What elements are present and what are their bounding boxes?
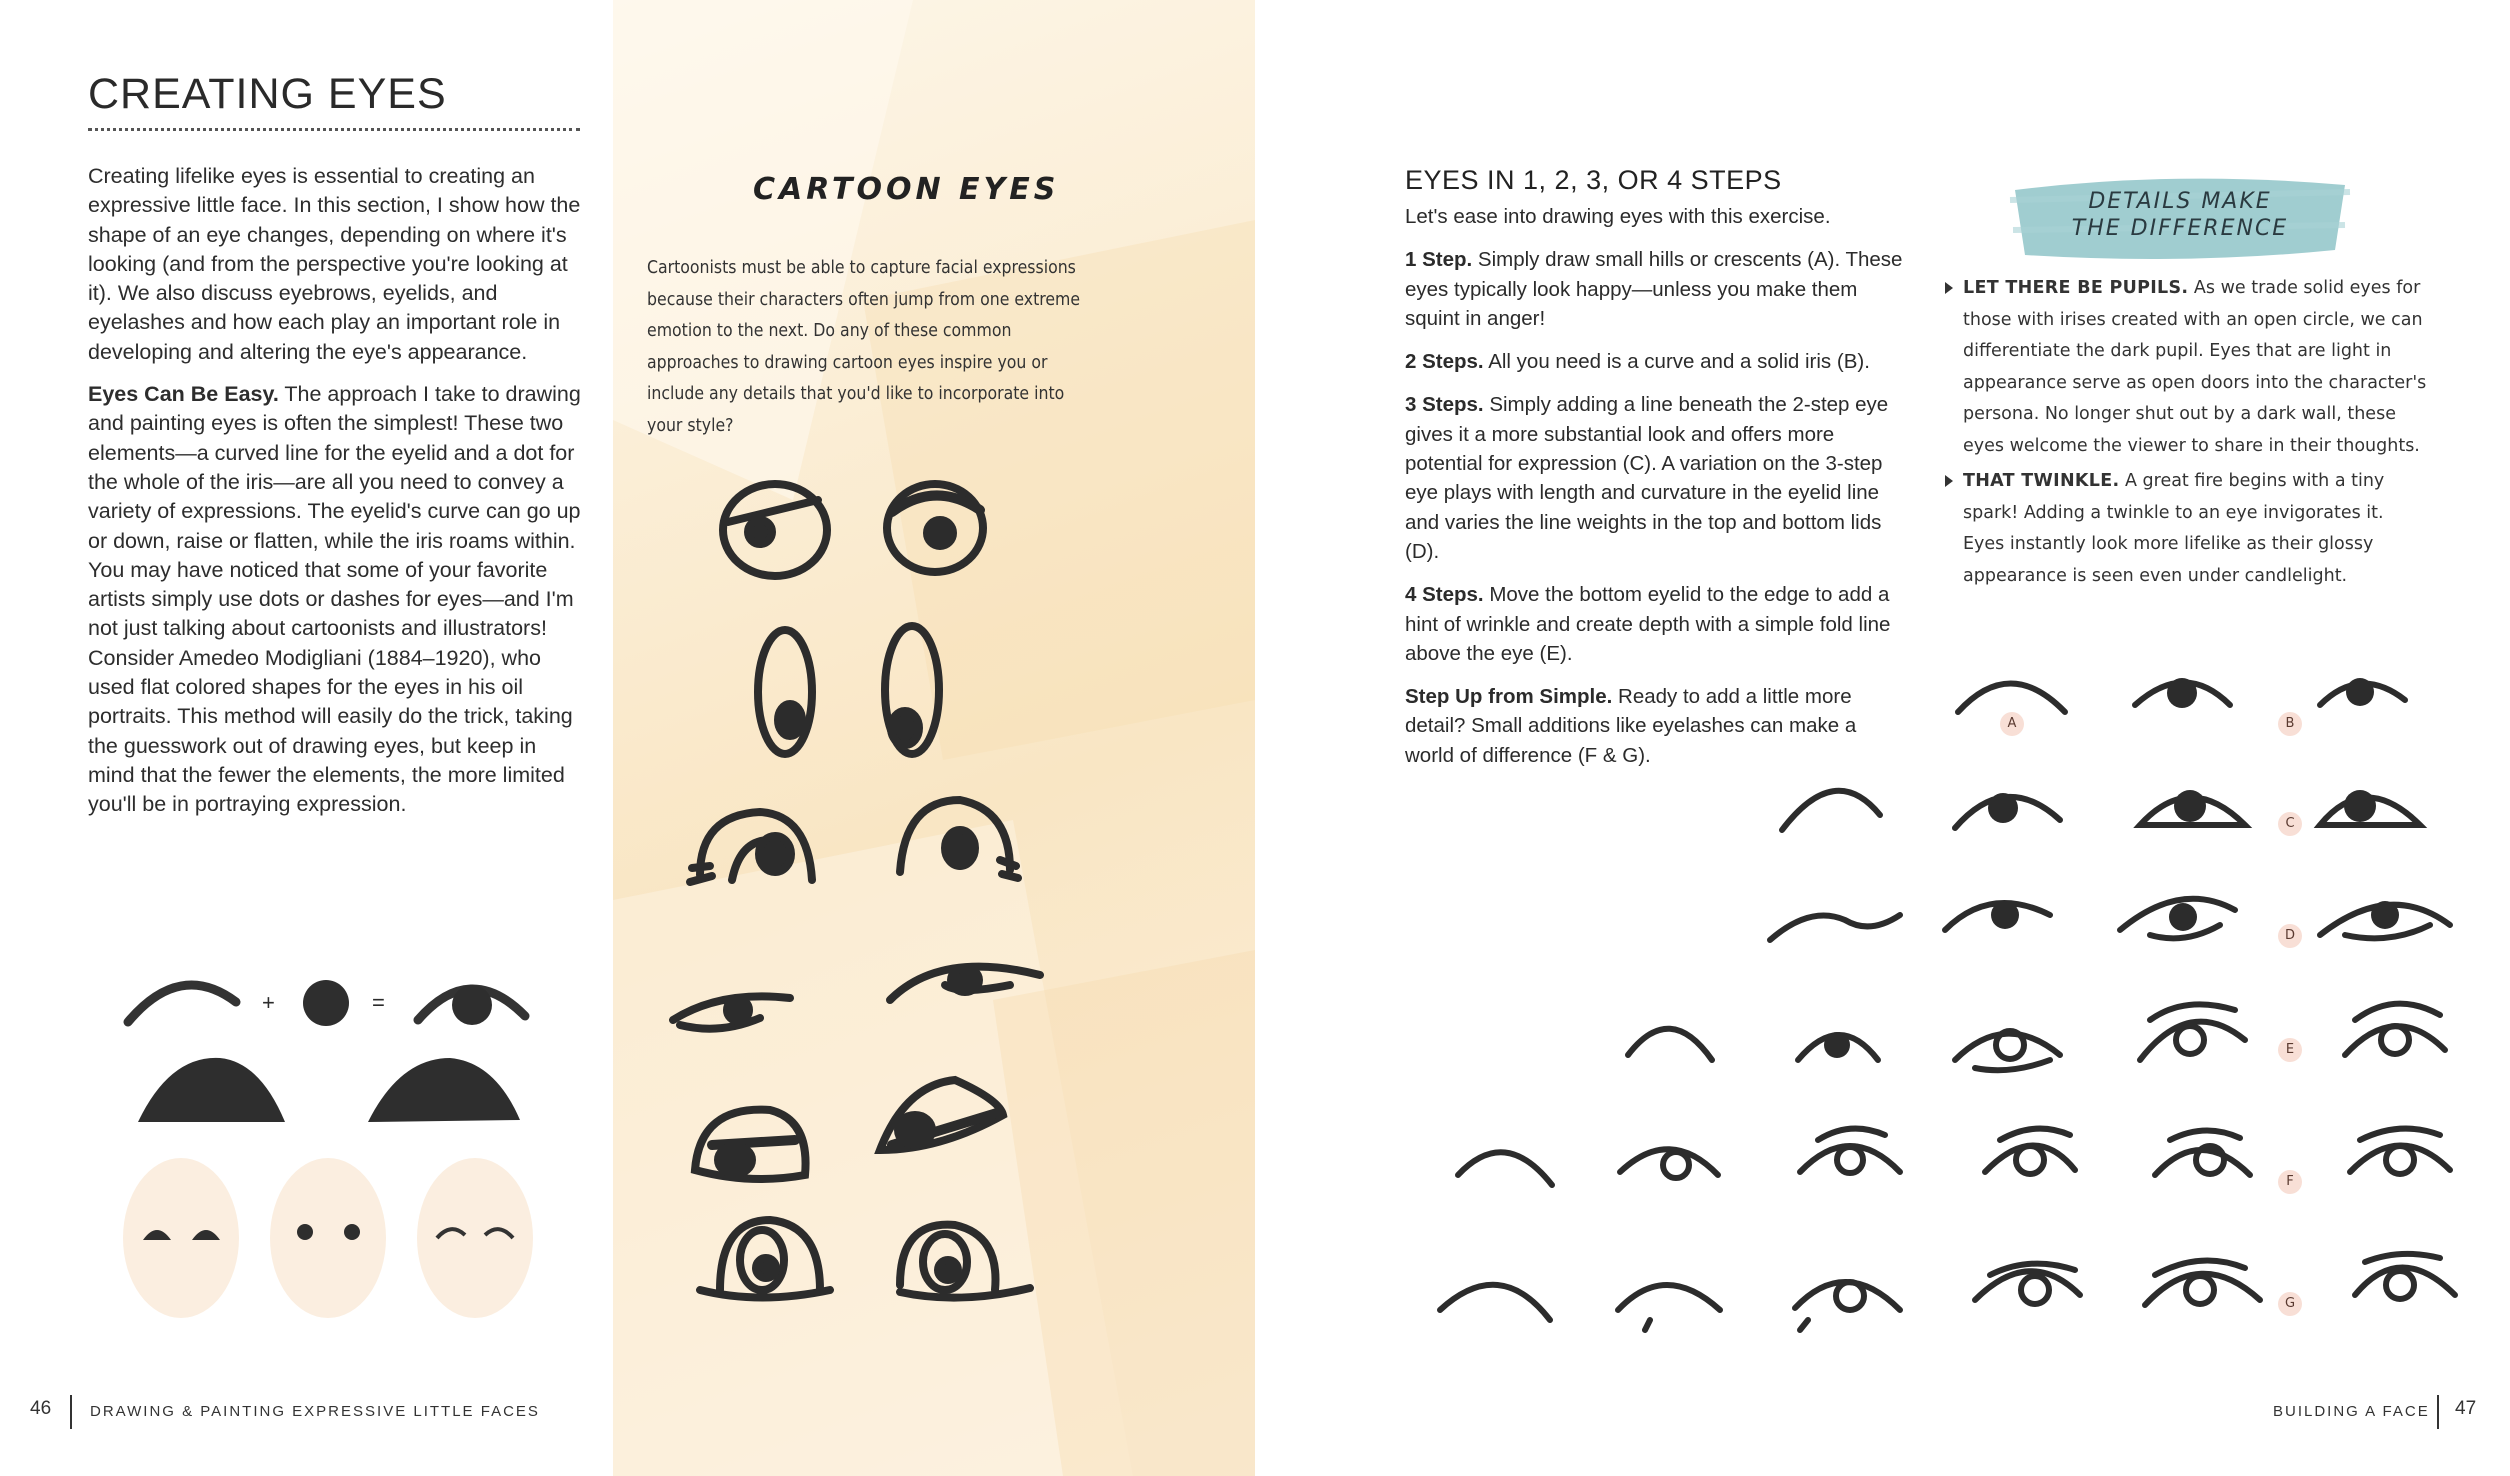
face-oval-1 bbox=[123, 1158, 239, 1318]
half-moon-left-icon bbox=[138, 1058, 285, 1122]
page-title: CREATING EYES bbox=[88, 70, 447, 118]
row-label-c: C bbox=[2278, 812, 2302, 836]
row-label-g: G bbox=[2278, 1292, 2302, 1316]
cartoon-body: Cartoonists must be able to capture facial expressions because their characters often jump from one extreme emotion to the next. Do any of these common approaches to drawing cartoon eyes inspire you or include any details that you'd like to incorporate into your style? bbox=[647, 258, 1081, 436]
running-title-left: DRAWING & PAINTING EXPRESSIVE LITTLE FACES bbox=[90, 1403, 540, 1420]
running-title-right: BUILDING A FACE bbox=[2273, 1403, 2430, 1420]
footer-divider-right bbox=[2437, 1395, 2439, 1429]
details-list bbox=[1945, 273, 2430, 596]
cartoon-eyes-panel bbox=[613, 0, 1255, 1476]
step-up bbox=[1405, 682, 1905, 770]
footer-divider-left bbox=[70, 1395, 72, 1429]
details-title bbox=[2050, 188, 2310, 242]
bullet-body: As we trade solid eyes for those with irises created with an open circle, we can differentiate the dark pupil. Eyes that are light in appearance serve as open doors into the character's persona. No longer shut out by a dark wall, these eyes welcome the viewer to share in their thoughts. bbox=[1963, 278, 2427, 456]
row-label-a: A bbox=[2000, 712, 2024, 736]
step-2 bbox=[1405, 347, 1905, 376]
bullet-body: A great fire begins with a tiny spark! Adding a twinkle to an eye invigorates it. Eyes instantly look more lifelike as their glossy appearance is seen even under candlelight. bbox=[1963, 471, 2385, 586]
details-title-line2: THE DIFFERENCE bbox=[2071, 216, 2289, 241]
steps-body bbox=[1405, 202, 1905, 784]
cartoon-heading: CARTOON EYES bbox=[753, 172, 1060, 207]
details-bullet bbox=[1945, 273, 2430, 462]
bullet-lead: LET THERE BE PUPILS. bbox=[1963, 278, 2189, 298]
face-oval-2 bbox=[270, 1158, 386, 1318]
step-up-lead: Step Up from Simple. bbox=[1405, 685, 1613, 709]
easy-lead: Eyes Can Be Easy. bbox=[88, 382, 279, 407]
step-4-body: Move the bottom eyelid to the edge to add a hint of wrinkle and create depth with a simple fold line above the eye (E). bbox=[1405, 583, 1891, 665]
step-up-body: Ready to add a little more detail? Small additions like eyelashes can make a world of difference (F & G). bbox=[1405, 685, 1857, 767]
equals-sign: = bbox=[372, 990, 385, 1015]
row-label-e: E bbox=[2278, 1038, 2302, 1062]
steps-intro: Let's ease into drawing eyes with this exercise. bbox=[1405, 205, 1831, 228]
row-label-d: D bbox=[2278, 924, 2302, 948]
step-2-lead: 2 Steps. bbox=[1405, 350, 1484, 374]
details-title-line1: DETAILS MAKE bbox=[2088, 189, 2272, 214]
dot-eye-icon bbox=[344, 1224, 360, 1240]
step-2-body: All you need is a curve and a solid iris (B). bbox=[1483, 350, 1870, 374]
row-label-b: B bbox=[2278, 712, 2302, 736]
step-4-lead: 4 Steps. bbox=[1405, 583, 1484, 607]
step-1 bbox=[1405, 245, 1905, 333]
step-4 bbox=[1405, 580, 1905, 668]
page-number-left: 46 bbox=[30, 1398, 52, 1419]
details-bullet bbox=[1945, 466, 2430, 592]
simple-eye-illustrations bbox=[0, 0, 613, 1476]
plus-sign: + bbox=[262, 990, 275, 1015]
eyelid-curve-icon bbox=[128, 985, 236, 1022]
bullet-lead: THAT TWINKLE. bbox=[1963, 471, 2120, 491]
step-3 bbox=[1405, 390, 1905, 566]
step-3-lead: 3 Steps. bbox=[1405, 393, 1484, 417]
easy-body: The approach I take to drawing and painting eyes is often the simplest! These two elements—a curved line for the eyelid and a dot for the whole of the iris—are all you need to convey a variety of expressions. The eyelid's curve can go up or down, raise or flatten, while the iris roams within. You may have noticed that some of your favorite artists simply use dots or dashes for eyes—and I'm not just talking about cartoonists and illustrators! Consider Amedeo Modigliani (1884–1920), who used flat colored shapes for the eyes in his oil portraits. This method will easily do the trick, taking the guesswork out of drawing eyes, but keep in mind that the fewer the elements, the more limited you'll be in portraying expression. bbox=[88, 382, 581, 817]
combined-eye-iris-icon bbox=[452, 985, 492, 1025]
intro-paragraph: Creating lifelike eyes is essential to creating an expressive little face. In this section, I show how the shape of an eye changes, depending on where it's looking (and from the perspective you're looking at it). We also discuss eyebrows, eyelids, and eyelashes and how each play an important role in developing and altering the eye's appearance. bbox=[88, 164, 581, 364]
dot-eye-icon bbox=[297, 1224, 313, 1240]
step-1-body: Simply draw small hills or crescents (A). These eyes typically look happy—unless you make them squint in anger! bbox=[1405, 248, 1903, 330]
step-3-body: Simply adding a line beneath the 2-step eye gives it a more substantial look and offers more potential for expression (C). A variation on the 3-step eye plays with length and curvature in the eyelid line and varies the line weights in the top and bottom lids (D). bbox=[1405, 393, 1889, 563]
page-number-right: 47 bbox=[2455, 1398, 2477, 1419]
bullet-triangle-icon bbox=[1945, 475, 1953, 487]
step-1-lead: 1 Step. bbox=[1405, 248, 1473, 272]
panel-texture bbox=[613, 0, 1255, 1476]
face-oval-3 bbox=[417, 1158, 533, 1318]
iris-dot-icon bbox=[303, 980, 349, 1026]
bullet-triangle-icon bbox=[1945, 282, 1953, 294]
row-label-f: F bbox=[2278, 1170, 2302, 1194]
steps-heading: EYES IN 1, 2, 3, OR 4 STEPS bbox=[1405, 165, 1782, 195]
half-moon-right-icon bbox=[368, 1058, 520, 1122]
